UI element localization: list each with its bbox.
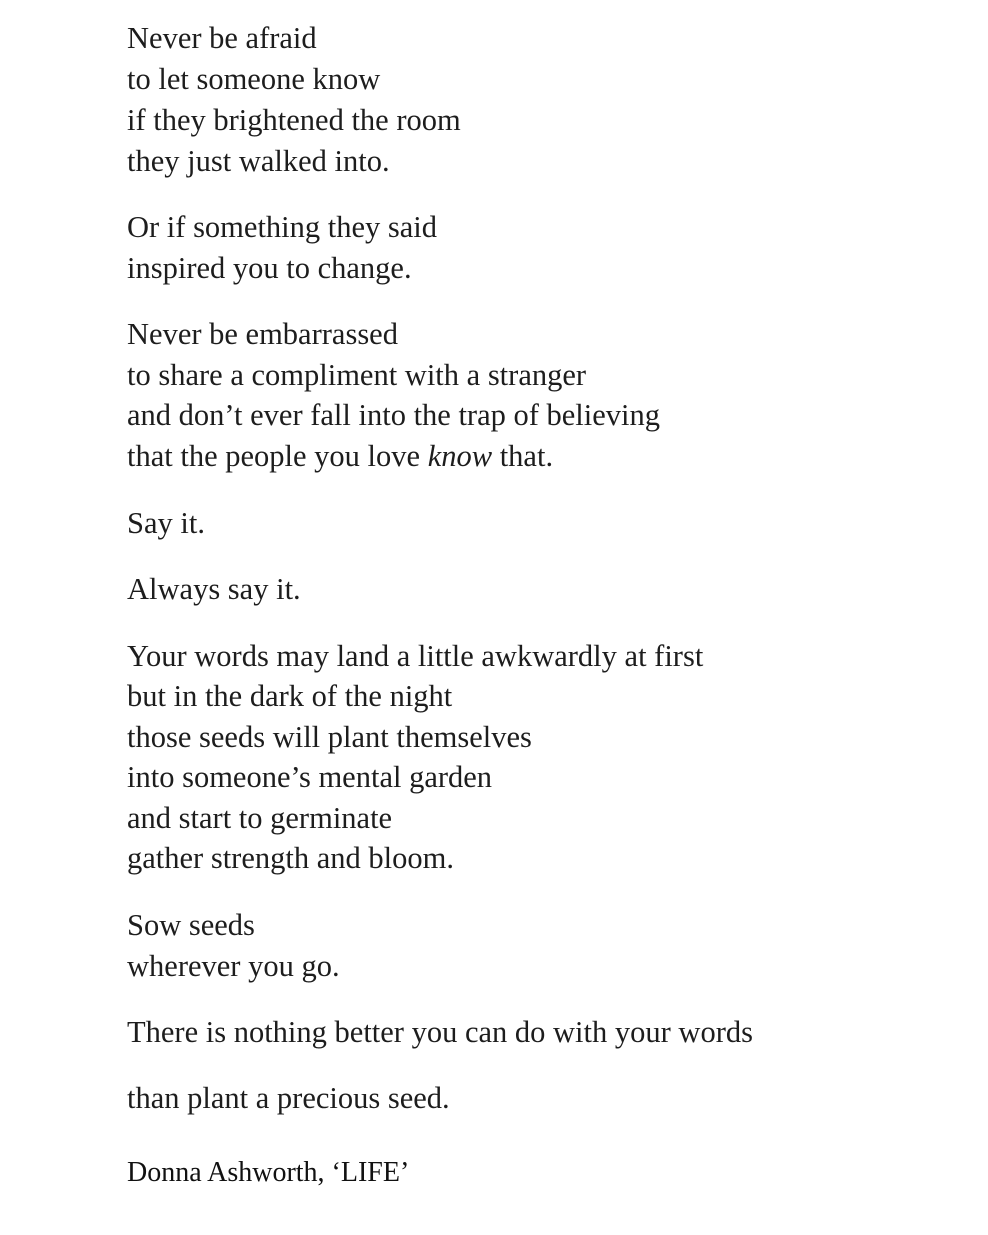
attribution: Donna Ashworth, ‘LIFE’: [127, 1157, 410, 1188]
poem-line: but in the dark of the night: [127, 679, 453, 713]
poem-line: into someone’s mental garden: [127, 760, 493, 794]
poem-line: wherever you go.: [127, 949, 340, 983]
poem-line: to share a compliment with a stranger: [127, 358, 587, 392]
poem-line: Or if something they said: [127, 210, 438, 244]
emphasized-word: know: [427, 439, 493, 473]
poem-line: to let someone know: [127, 62, 381, 96]
poem-line: There is nothing better you can do with your words: [127, 1015, 753, 1049]
poem-line: Never be afraid: [127, 21, 317, 55]
poem-line: those seeds will plant themselves: [127, 720, 532, 754]
poem-line: Never be embarrassed: [127, 317, 398, 351]
poem-line: inspired you to change.: [127, 251, 412, 285]
poem-line: than plant a precious seed.: [127, 1081, 450, 1115]
poem-line: Say it.: [127, 506, 205, 540]
line-text-before: that the people you love: [127, 439, 428, 473]
poem-line: gather strength and bloom.: [127, 841, 454, 875]
poem-line: Your words may land a little awkwardly at first: [127, 639, 704, 673]
poem-line: and start to germinate: [127, 801, 393, 835]
poem-line: they just walked into.: [127, 144, 390, 178]
poem-line: Always say it.: [127, 572, 301, 606]
poem-line: if they brightened the room: [127, 103, 461, 137]
poem-line: Sow seeds: [127, 908, 255, 942]
poem-line: and don’t ever fall into the trap of believing: [127, 398, 661, 432]
line-text-after: that.: [492, 439, 554, 473]
poem-line-with-emphasis: [127, 438, 553, 474]
